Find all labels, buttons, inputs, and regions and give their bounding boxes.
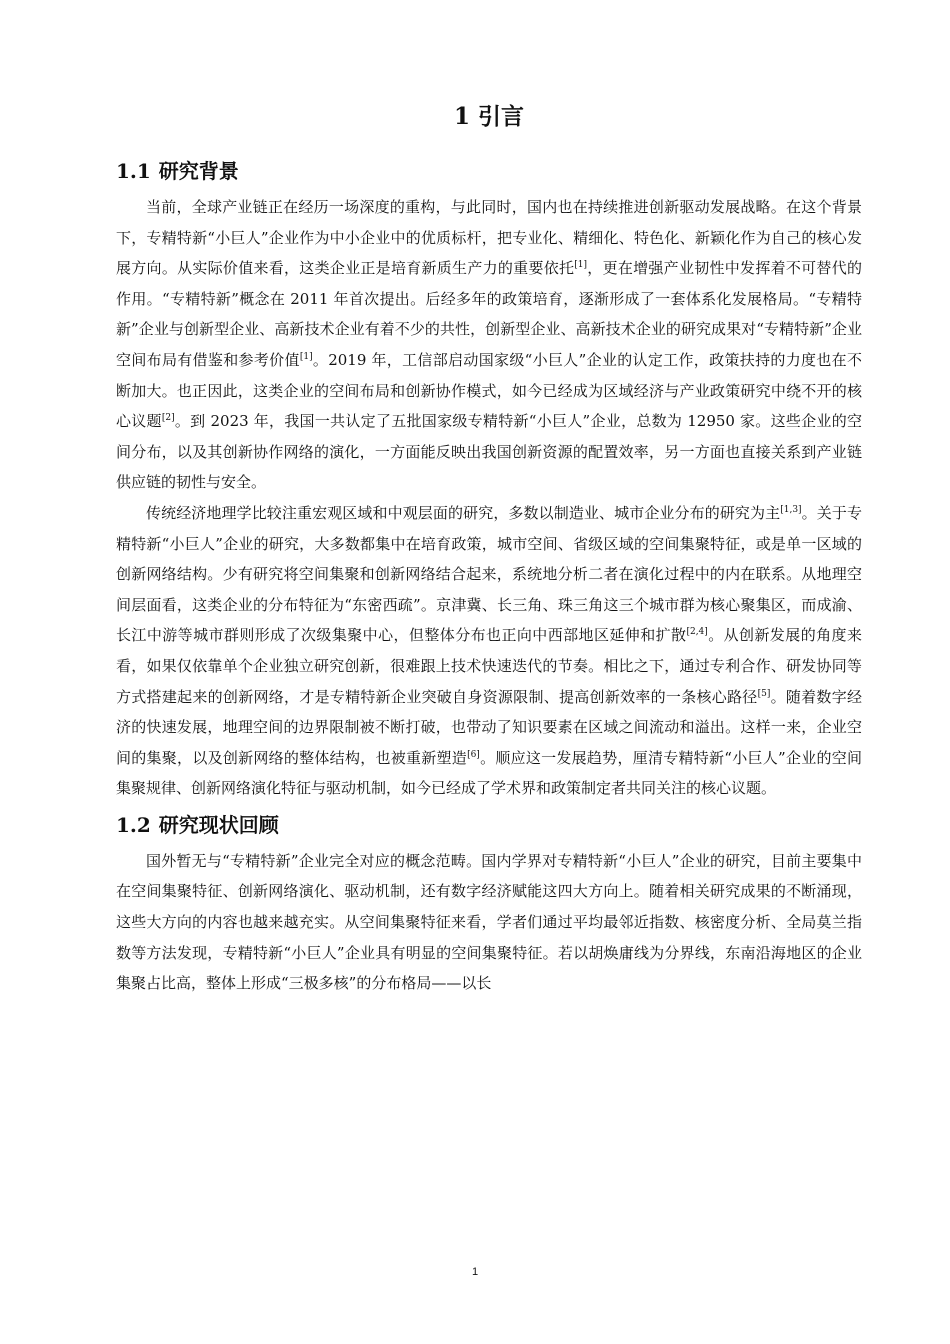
citation-marker: [1,3] (780, 504, 802, 515)
section-heading (116, 150, 862, 192)
section-1-2 (116, 804, 862, 999)
body-paragraph (116, 192, 862, 498)
paragraph-text: 。关于专精特新“小巨人”企业的研究，大多数都集中在培育政策，城市空间、省级区域的空间集聚特征，或是单一区域的创新网络结构。少有研究将空间集聚和创新网络结合起来，系统地分析二者在演化过程中的内在联系。从地理空间层面看，这类企业的分布特征为“东密西疏”。京津冀、长三角、珠三角这三个城市群为核心聚集区，而成渝、长江中游等城市群则形成了次级集聚中心，但整体分布也正向中西部地区延伸和扩散 (116, 503, 862, 645)
paragraph-text: ，更在增强产业韧性中发挥着不可替代的作用。“专精特新”概念在 2011 年首次提出。后经多年的政策培育，逐渐形成了一套体系化发展格局。“专精特新”企业与创新型企业、高新技术企业有着不少的共性，创新型企业、高新技术企业的研究成果对“专精特新”企业空间布局有借鉴和参考价值 (116, 259, 862, 369)
body-paragraph (116, 498, 862, 804)
paragraph-text: 国外暂无与“专精特新”企业完全对应的概念范畴。国内学界对专精特新“小巨人”企业的研究，目前主要集中在空间集聚特征、创新网络演化、驱动机制，还有数字经济赋能这四大方向上。随着相关研究成果的不断涌现，这些大方向的内容也越来越充实。从空间集聚特征来看，学者们通过平均最邻近指数、核密度分析、全局莫兰指数等方法发现，专精特新“小巨人”企业具有明显的空间集聚特征。若以胡焕庸线为分界线，东南沿海地区的企业集聚占比高，整体上形成“三极多核”的分布格局——以长 (116, 851, 862, 993)
paragraph-text: 。从创新发展的角度来看，如果仅依靠单个企业独立研究创新，很难跟上技术快速迭代的节奏。相比之下，通过专利合作、研发协同等方式搭建起来的创新网络，才是专精特新企业突破自身资源限制、提高创新效率的一条核心路径 (116, 626, 862, 706)
chapter-title: 1 引言 (453, 103, 524, 130)
citation-marker: [5] (757, 688, 771, 699)
paragraph-text: 。2019 年，工信部启动国家级“小巨人”企业的认定工作，政策扶持的力度也在不断加大。也正因此，这类企业的空间布局和创新协作模式，如今已经成为区域经济与产业政策研究中绕不开的核心议题 (116, 350, 862, 431)
paragraph-text: 。顺应这一发展趋势，厘清专精特新“小巨人”企业的空间集聚规律、创新网络演化特征与驱动机制，如今已经成了学术界和政策制定者共同关注的核心议题。 (116, 748, 862, 798)
citation-marker: [2] (161, 413, 175, 424)
body-paragraph (116, 846, 862, 999)
section-1-1 (116, 150, 862, 804)
paragraph-text: 。到 2023 年，我国一共认定了五批国家级专精特新“小巨人”企业，总数为 12950 家。这些企业的空间分布，以及其创新协作网络的演化，一方面能反映出我国创新资源的配置效率，另一方面也直接关系到产业链供应链的韧性与安全。 (116, 412, 862, 492)
section-heading (116, 804, 862, 846)
page-content (116, 100, 862, 999)
paragraph-text: 当前，全球产业链正在经历一场深度的重构，与此同时，国内也在持续推进创新驱动发展战略。在这个背景下，专精特新“小巨人”企业作为中小企业中的优质标杆，把专业化、精细化、特色化、新颖化作为自己的核心发展方向。从实际价值来看，这类企业正是培育新质生产力的重要依托 (116, 198, 862, 278)
section-title: 研究背景 (158, 159, 239, 183)
section-title: 研究现状回顾 (158, 812, 279, 837)
paragraph-text: 。随着数字经济的快速发展，地理空间的边界限制被不断打破，也带动了知识要素在区域之间流动和溢出。这样一来，企业空间的集聚，以及创新网络的整体结构，也被重新塑造 (116, 687, 862, 767)
citation-marker: [1] (299, 351, 313, 362)
citation-marker: [1] (574, 260, 588, 271)
page-number: 1 (471, 1266, 479, 1278)
citation-marker: [6] (467, 749, 480, 760)
section-number: 1.2 (116, 812, 151, 837)
section-number: 1.1 (116, 159, 151, 183)
paragraph-text: 传统经济地理学比较注重宏观区域和中观层面的研究，多数以制造业、城市企业分布的研究为主 (146, 503, 781, 522)
citation-marker: [2,4] (686, 627, 708, 638)
